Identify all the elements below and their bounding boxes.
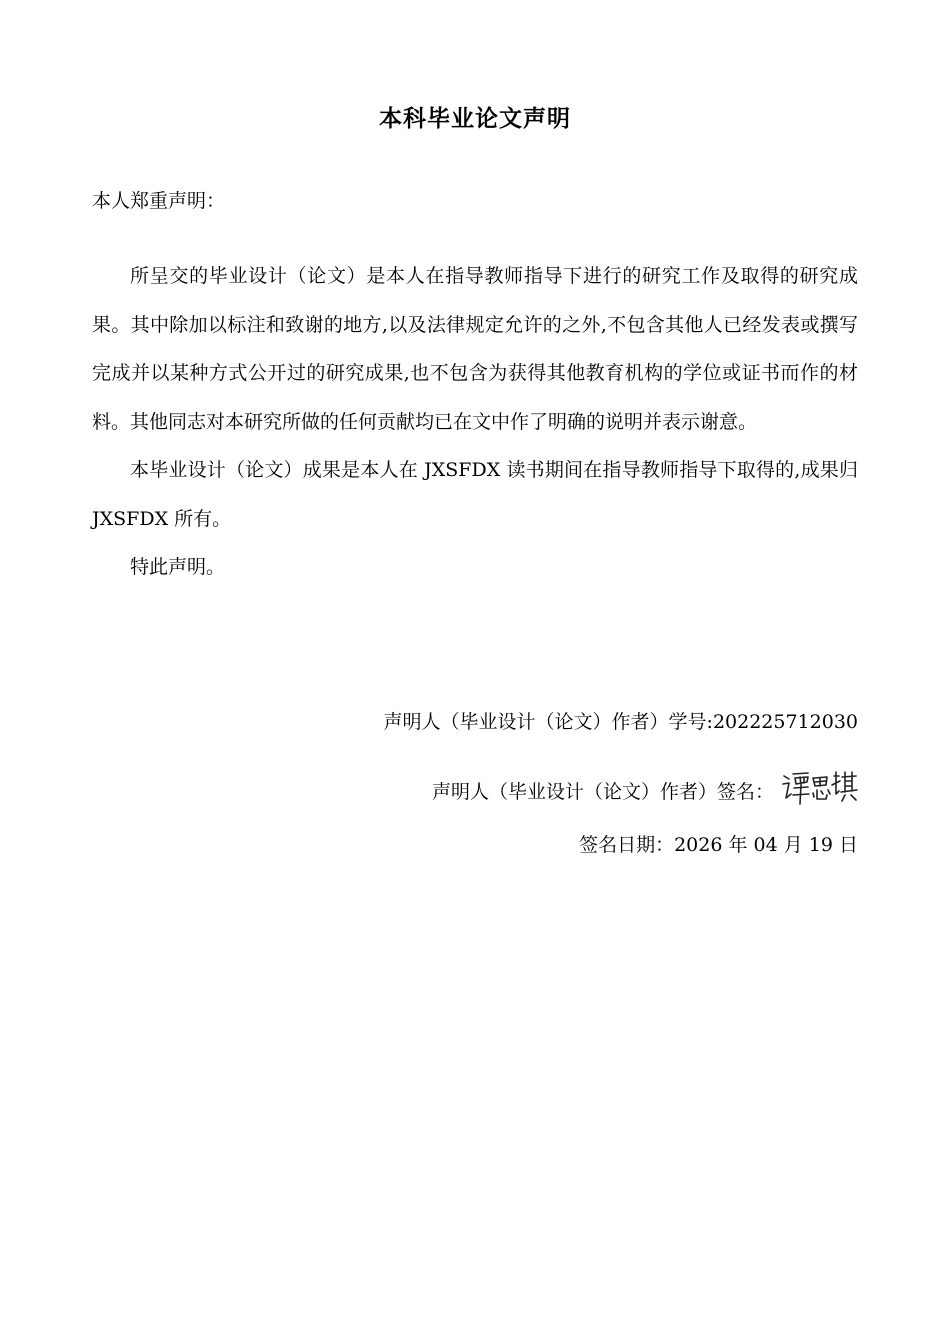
date-label: 签名日期：: [579, 834, 675, 856]
handwritten-signature: [780, 768, 858, 810]
signature-line: [432, 768, 858, 810]
page-title: 本科毕业论文声明: [379, 106, 571, 132]
signature-label: 声明人（毕业设计（论文）作者）签名：: [431, 781, 774, 803]
student-id-line: [384, 707, 858, 734]
date-value: 2026 年 04 月 19 日: [674, 834, 858, 856]
paragraph-ownership: 本毕业设计（论文）成果是本人在 JXSFDX 读书期间在指导教师指导下取得的,成果归 JXSFDX 所有。: [92, 459, 858, 530]
student-id-label: 声明人（毕业设计（论文）作者）学号:: [383, 711, 713, 733]
student-id-value: 202225712030: [712, 711, 858, 733]
paragraph-closing: 特此声明。: [130, 556, 226, 578]
declaration-body: [92, 252, 858, 592]
salutation: 本人郑重声明：: [92, 190, 226, 212]
signature-date-line: [579, 830, 858, 857]
paragraph-originality: 所呈交的毕业设计（论文）是本人在指导教师指导下进行的研究工作及取得的研究成果。其中除加以标注和致谢的地方,以及法律规定允许的之外,不包含其他人已经发表或撰写完成并以某种方式公开过的研究成果,也不包含为获得其他教育机构的学位或证书而作的材料。其他同志对本研究所做的任何贡献均已在文中作了明确的说明并表示谢意。: [92, 265, 858, 433]
